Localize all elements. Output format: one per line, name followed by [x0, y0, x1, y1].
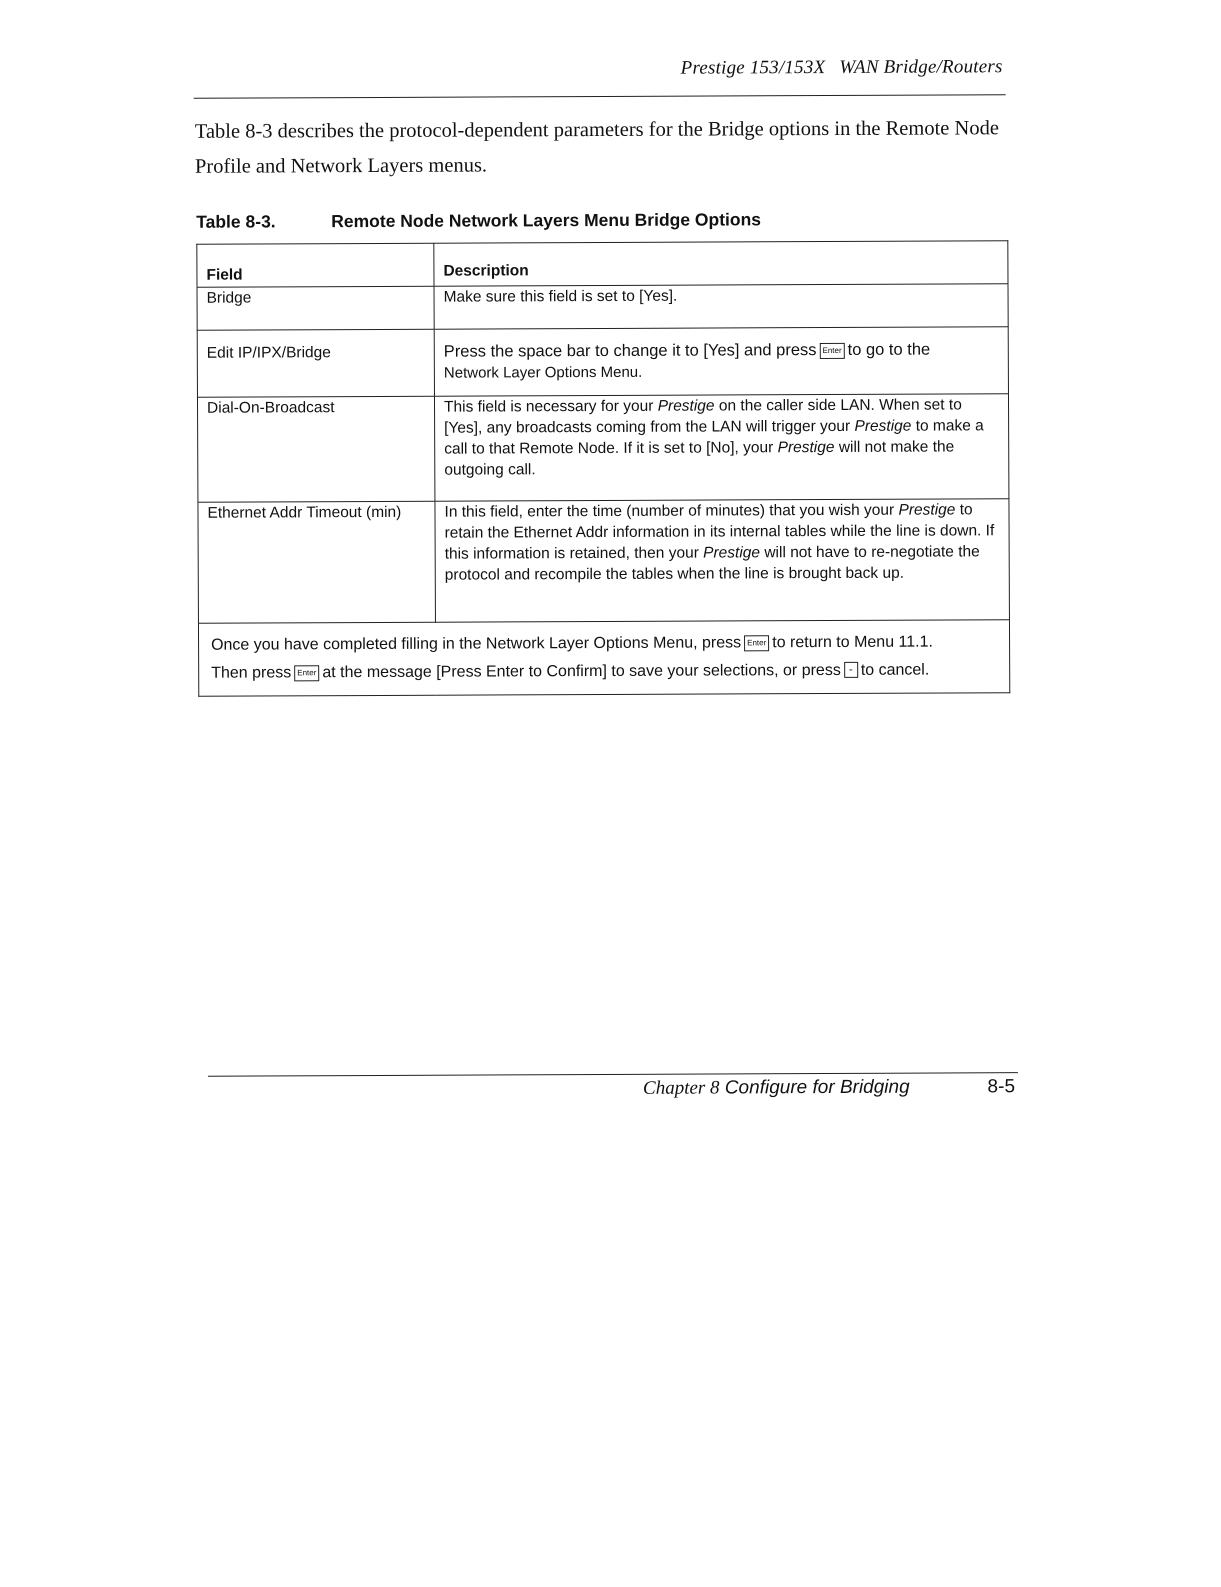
table-row	[198, 499, 1010, 624]
enter-key-icon: Enter	[294, 665, 319, 681]
footer-chapter-title: Configure for Bridging	[724, 1076, 910, 1099]
description-cell: In this field, enter the time (number of minutes) that you wish your Prestige to retain the Ethernet Addr information in its internal tables while the line is down. If this information is retained, then your Prestige will not have to re-negotiate the protocol and recompile the tables when the line is brought back up.	[435, 499, 1010, 623]
header-subtitle: WAN Bridge/Routers	[839, 56, 1003, 78]
description-cell: Press the space bar to change it to [Yes] and press Enter to go to the Network Layer Options Menu.	[434, 327, 1008, 397]
table-caption	[196, 208, 1016, 233]
field-cell: Ethernet Addr Timeout (min)	[198, 501, 436, 623]
escape-key-icon: -	[844, 662, 858, 678]
field-cell: Bridge	[197, 286, 434, 330]
table-number: Table 8-3.	[196, 211, 276, 232]
bridge-options-table	[196, 240, 1010, 697]
description-cell: Make sure this field is set to [Yes].	[434, 284, 1008, 330]
running-header	[559, 56, 1003, 80]
enter-key-icon: Enter	[819, 343, 844, 359]
field-cell: Edit IP/IPX/Bridge	[197, 329, 434, 397]
header-product: Prestige 153/153X	[680, 57, 826, 79]
header-description: Description	[434, 241, 1008, 287]
table-row	[197, 394, 1008, 503]
description-cell: This field is necessary for your Prestige on the caller side LAN. When set to [Yes], any broadcasts coming from the LAN will trigger your Prestige to make a call to that Remote Node. If it is set to [No], your Prestige will not make the outgoing call.	[434, 394, 1008, 502]
table-row	[197, 327, 1008, 398]
table-header-row	[197, 241, 1008, 288]
footnote-cell: Once you have completed filling in the Network Layer Options Menu, press Enter to return to Menu 11.1. Then press Enter at the message [Press Enter to Confirm] to save your selections, or press - to cancel.	[198, 620, 1009, 697]
footer-chapter: Chapter 8	[642, 1077, 720, 1099]
page-number: 8-5	[987, 1076, 1016, 1098]
page-footer	[643, 1076, 1015, 1100]
intro-paragraph: Table 8-3 describes the protocol-dependent parameters for the Bridge options in the Remote Node Profile and Network Layers menus.	[194, 117, 999, 178]
table-footnote-row	[198, 620, 1009, 697]
header-rule	[194, 94, 1006, 99]
table-row	[197, 284, 1008, 331]
field-cell: Dial-On-Broadcast	[197, 396, 434, 502]
table-title: Remote Node Network Layers Menu Bridge Options	[331, 209, 762, 232]
header-field: Field	[197, 243, 434, 287]
enter-key-icon: Enter	[744, 635, 769, 651]
